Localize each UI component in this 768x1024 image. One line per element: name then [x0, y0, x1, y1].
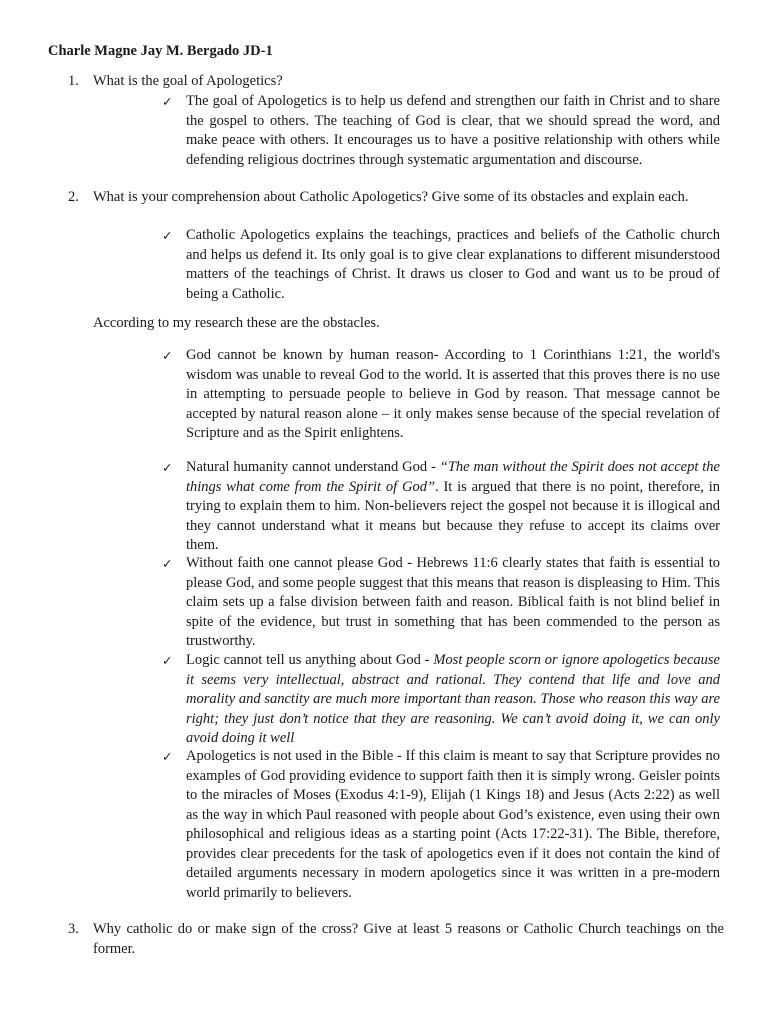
checkmark-icon: ✓	[162, 653, 173, 668]
question-1	[68, 72, 724, 92]
answer-2	[162, 226, 720, 304]
question-text: Why catholic do or make sign of the cross? Give at least 5 reasons or Catholic Church teachings on the former.	[93, 921, 724, 957]
question-text: What is your comprehension about Catholic Apologetics? Give some of its obstacles and explain each.	[93, 189, 689, 205]
obstacle-text	[186, 554, 720, 652]
obstacle-item	[162, 651, 720, 749]
question-number: 2.	[68, 189, 79, 205]
obstacle-item	[162, 554, 720, 652]
obstacle-lead: Logic cannot tell us anything about God -	[186, 652, 434, 668]
obstacle-text	[186, 747, 720, 903]
obstacle-text	[186, 458, 720, 556]
obstacle-text	[186, 651, 720, 749]
obstacle-quote: Most people scorn or ignore apologetics because it seems very intellectual, abstract and rational. They contend that life and love and morality and sanctity are much more important than reason. Those who reason this way are right; they just don’t notice that they are reasoning. We can’t avoid doing it, we can only avoid doing it well	[186, 652, 720, 746]
checkmark-icon: ✓	[162, 348, 173, 363]
question-3	[68, 920, 724, 959]
question-number: 3.	[68, 921, 79, 937]
obstacles-intro: According to my research these are the obstacles.	[93, 315, 380, 331]
obstacle-item	[162, 346, 720, 444]
question-text: What is the goal of Apologetics?	[93, 73, 283, 89]
checkmark-icon: ✓	[162, 460, 173, 475]
obstacle-lead: Natural humanity cannot understand God -	[186, 459, 440, 475]
obstacle-quote: “The man without the Spirit does not accept the things what come from the Spirit of God”	[186, 459, 720, 495]
obstacle-lead: God cannot be known by human reason- According to 1 Corinthians 1:21, the world's wisdom was unable to reveal God to the world. It is asserted that this proves there is no use in attempting to persuade people to believe in God by reason. That message cannot be accepted by natural reason alone – it only makes sense because of the special revelation of Scripture and as the Spirit enlightens.	[186, 347, 720, 441]
author-heading: Charle Magne Jay M. Bergado JD-1	[48, 43, 273, 59]
obstacle-item	[162, 458, 720, 556]
obstacle-lead: Apologetics is not used in the Bible - If this claim is meant to say that Scripture provides no examples of God providing evidence to support faith then it is simply wrong. Geisler points to the miracles of Moses (Exodus 4:1-9), Elijah (1 Kings 18) and Jesus (Acts 2:22) as well as the way in which Paul reasoned with people about God’s existence, even using their own philosophical and religious ideas as a starting point (Acts 17:22-31). The Bible, therefore, provides clear precedents for the task of apologetics even if it does not contain the kind of detailed arguments necessary in modern apologetics since it was written in a pre-modern world primarily to believers.	[186, 748, 720, 901]
answer-text: The goal of Apologetics is to help us defend and strengthen our faith in Christ and to share the gospel to others. The teaching of God is clear, that we should spread the word, and make peace with others. It encourages us to have a positive relationship with others while defending religious doctrines through systematic argumentation and discourse.	[186, 93, 720, 168]
obstacle-tail: . It is argued that there is no point, therefore, in trying to explain them to him. Non-believers reject the gospel not because it is illogical and they cannot understand what it means but because they refuse to accept its claims over them.	[186, 478, 720, 553]
checkmark-icon: ✓	[162, 228, 173, 243]
checkmark-icon: ✓	[162, 749, 173, 764]
obstacle-text	[186, 346, 720, 444]
question-number: 1.	[68, 73, 79, 89]
obstacle-lead: Without faith one cannot please God - Hebrews 11:6 clearly states that faith is essential to please God, and some people suggest that this means that reason is displeasing to Him. This claim sets up a false division between faith and reason. Biblical faith is not blind belief in spite of the evidence, but trust in something that has been commended to the person as trustworthy.	[186, 555, 720, 649]
question-2	[68, 188, 724, 208]
checkmark-icon: ✓	[162, 94, 173, 109]
obstacle-item	[162, 747, 720, 903]
answer-1	[162, 92, 720, 170]
answer-text: Catholic Apologetics explains the teachings, practices and beliefs of the Catholic church and helps us defend it. Its only goal is to give clear explanations to different misunderstood matters of the teachings of Christ. It draws us closer to God and want us to be proud of being a Catholic.	[186, 227, 720, 302]
checkmark-icon: ✓	[162, 556, 173, 571]
